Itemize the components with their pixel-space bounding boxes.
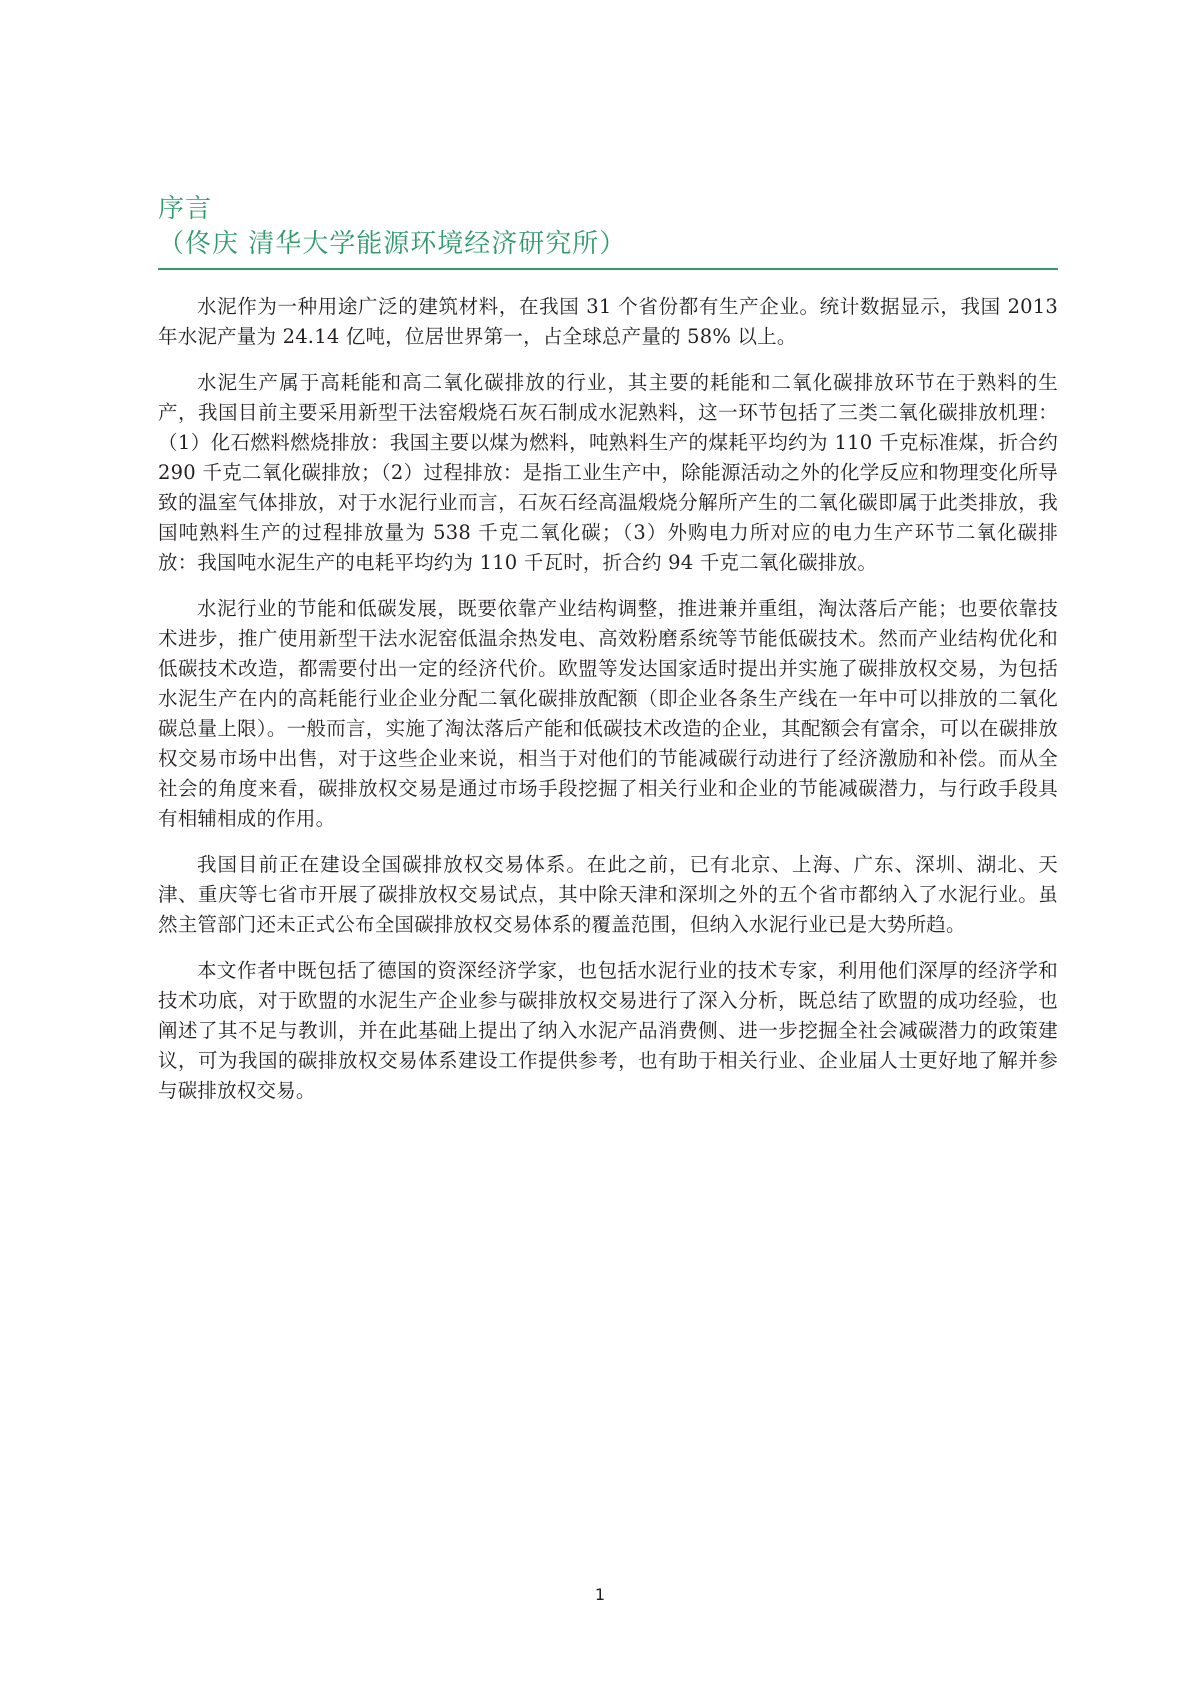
paragraph-1: 水泥作为一种用途广泛的建筑材料，在我国 31 个省份都有生产企业。统计数据显示，我国 2013 年水泥产量为 24.14 亿吨，位居世界第一，占全球总产量的 58% 以上。 xyxy=(158,295,1058,348)
preface-body xyxy=(158,292,1058,1122)
preface-author-line: （佟庆 清华大学能源环境经济研究所） xyxy=(158,229,627,259)
heading-divider xyxy=(158,268,1058,270)
paragraph-3: 水泥行业的节能和低碳发展，既要依靠产业结构调整，推进兼并重组，淘汰落后产能；也要依靠技术进步，推广使用新型干法水泥窑低温余热发电、高效粉磨系统等节能低碳技术。然而产业结构优化和低碳技术改造，都需要付出一定的经济代价。欧盟等发达国家适时提出并实施了碳排放权交易，为包括水泥生产在内的高耗能行业企业分配二氧化碳排放配额（即企业各条生产线在一年中可以排放的二氧化碳总量上限）。一般而言，实施了淘汰落后产能和低碳技术改造的企业，其配额会有富余，可以在碳排放权交易市场中出售，对于这些企业来说，相当于对他们的节能减碳行动进行了经济激励和补偿。而从全社会的角度来看，碳排放权交易是通过市场手段挖掘了相关行业和企业的节能减碳潜力，与行政手段具有相辅相成的作用。 xyxy=(158,597,1058,830)
paragraph-4: 我国目前正在建设全国碳排放权交易体系。在此之前，已有北京、上海、广东、深圳、湖北、天津、重庆等七省市开展了碳排放权交易试点，其中除天津和深圳之外的五个省市都纳入了水泥行业。虽然主管部门还未正式公布全国碳排放权交易体系的覆盖范围，但纳入水泥行业已是大势所趋。 xyxy=(158,853,1058,936)
preface-heading xyxy=(158,192,1058,262)
paragraph-2: 水泥生产属于高耗能和高二氧化碳排放的行业，其主要的耗能和二氧化碳排放环节在于熟料的生产，我国目前主要采用新型干法窑煅烧石灰石制成水泥熟料，这一环节包括了三类二氧化碳排放机理：（1）化石燃料燃烧排放：我国主要以煤为燃料，吨熟料生产的煤耗平均约为 110 千克标准煤，折合约 290 千克二氧化碳排放；（2）过程排放：是指工业生产中，除能源活动之外的化学反应和物理变化所导致的温室气体排放，对于水泥行业而言，石灰石经高温煅烧分解所产生的二氧化碳即属于此类排放，我国吨熟料生产的过程排放量为 538 千克二氧化碳；（3）外购电力所对应的电力生产环节二氧化碳排放：我国吨水泥生产的电耗平均约为 110 千瓦时，折合约 94 千克二氧化碳排放。 xyxy=(158,371,1058,574)
paragraph-5: 本文作者中既包括了德国的资深经济学家，也包括水泥行业的技术专家，利用他们深厚的经济学和技术功底，对于欧盟的水泥生产企业参与碳排放权交易进行了深入分析，既总结了欧盟的成功经验，也阐述了其不足与教训，并在此基础上提出了纳入水泥产品消费侧、进一步挖掘全社会减碳潜力的政策建议，可为我国的碳排放权交易体系建设工作提供参考，也有助于相关行业、企业届人士更好地了解并参与碳排放权交易。 xyxy=(158,959,1058,1102)
page-number: 1 xyxy=(594,1585,606,1604)
preface-title: 序言 xyxy=(158,194,213,224)
